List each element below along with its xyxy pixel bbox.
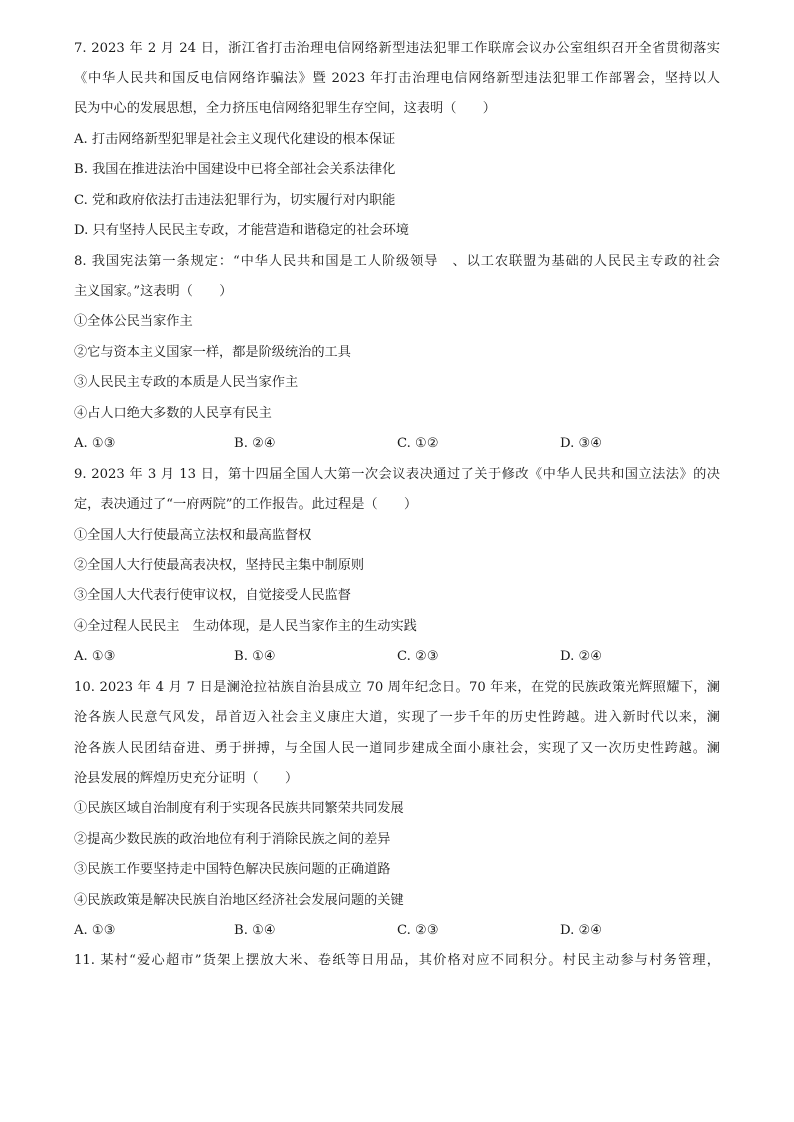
statement-item: ②提高少数民族的政治地位有利于消除民族之间的差异: [74, 832, 391, 847]
statement-item: ④全过程人民民主 生动体现，是人民当家作主的生动实践: [74, 619, 417, 634]
choice-a: A. ①③: [74, 649, 116, 664]
statement-item: ④民族政策是解决民族自治地区经济社会发展问题的关键: [74, 893, 404, 908]
question-stem-line: 沧县发展的辉煌历史充分证明（ ）: [74, 771, 299, 786]
statement-item: ③人民民主专政的本质是人民当家作主: [74, 375, 299, 390]
statement-item: ③全国人大代表行使审议权，自觉接受人民监督: [74, 588, 351, 603]
choice-d: D. ③④: [560, 436, 603, 451]
question-stem-line: 定，表决通过了“一府两院”的工作报告。此过程是（ ）: [74, 497, 418, 512]
option-a: A. 打击网络新型犯罪是社会主义现代化建设的根本保证: [74, 132, 396, 147]
question-stem-line: 《中华人民共和国反电信网络诈骗法》暨 2023 年打击治理电信网络新型违法犯罪工作部署会，坚持以人: [74, 71, 720, 86]
statement-item: ②它与资本主义国家一样，都是阶级统治的工具: [74, 345, 351, 360]
question-stem-line: 10. 2023 年 4 月 7 日是澜沧拉祜族自治县成立 70 周年纪念日。70 年来，在党的民族政策光辉照耀下，澜: [74, 680, 720, 695]
question-stem-line: 7. 2023 年 2 月 24 日，浙江省打击治理电信网络新型违法犯罪工作联席会议办公室组织召开全省贯彻落实: [74, 41, 720, 56]
choice-d: D. ②④: [560, 649, 603, 664]
choice-d: D. ②④: [560, 923, 603, 938]
choice-b: B. ②④: [234, 436, 276, 451]
choice-a: A. ①③: [74, 923, 116, 938]
statement-item: ①全体公民当家作主: [74, 314, 193, 329]
statement-item: ①民族区域自治制度有利于实现各民族共同繁荣共同发展: [74, 801, 404, 816]
choice-b: B. ①④: [234, 923, 276, 938]
question-stem-line: 沧各族人民团结奋进、勇于拼搏，与全国人民一道同步建成全面小康社会，实现了又一次历史性跨越。澜: [74, 741, 720, 756]
question-stem-line: 9. 2023 年 3 月 13 日，第十四届全国人大第一次会议表决通过了关于修改《中华人民共和国立法法》的决: [74, 467, 720, 482]
question-stem-line: 主义国家。”这表明（ ）: [74, 284, 233, 299]
choice-c: C. ①②: [397, 436, 439, 451]
statement-item: ①全国人大行使最高立法权和最高监督权: [74, 528, 312, 543]
choice-a: A. ①③: [74, 436, 116, 451]
question-stem-line: 民为中心的发展思想，全力挤压电信网络犯罪生存空间，这表明（ ）: [74, 101, 496, 116]
option-d: D. 只有坚持人民民主专政，才能营造和谐稳定的社会环境: [74, 223, 409, 238]
statement-item: ②全国人大行使最高表决权，坚持民主集中制原则: [74, 558, 365, 573]
choice-b: B. ①④: [234, 649, 276, 664]
statement-item: ④占人口绝大多数的人民享有民主: [74, 406, 272, 421]
question-stem-line: 8. 我国宪法第一条规定：“中华人民共和国是工人阶级领导 、以工农联盟为基础的人民民主专政的社会: [74, 254, 720, 269]
question-stem-line: 11. 某村“爱心超市”货架上摆放大米、卷纸等日用品，其价格对应不同积分。村民主动参与村务管理，: [74, 953, 720, 968]
choice-c: C. ②③: [397, 649, 439, 664]
statement-item: ③民族工作要坚持走中国特色解决民族问题的正确道路: [74, 862, 391, 877]
option-c: C. 党和政府依法打击违法犯罪行为，切实履行对内职能: [74, 193, 396, 208]
option-b: B. 我国在推进法治中国建设中已将全部社会关系法律化: [74, 162, 396, 177]
choice-c: C. ②③: [397, 923, 439, 938]
question-stem-line: 沧各族人民意气风发，昂首迈入社会主义康庄大道，实现了一步千年的历史性跨越。进入新时代以来，澜: [74, 710, 720, 725]
